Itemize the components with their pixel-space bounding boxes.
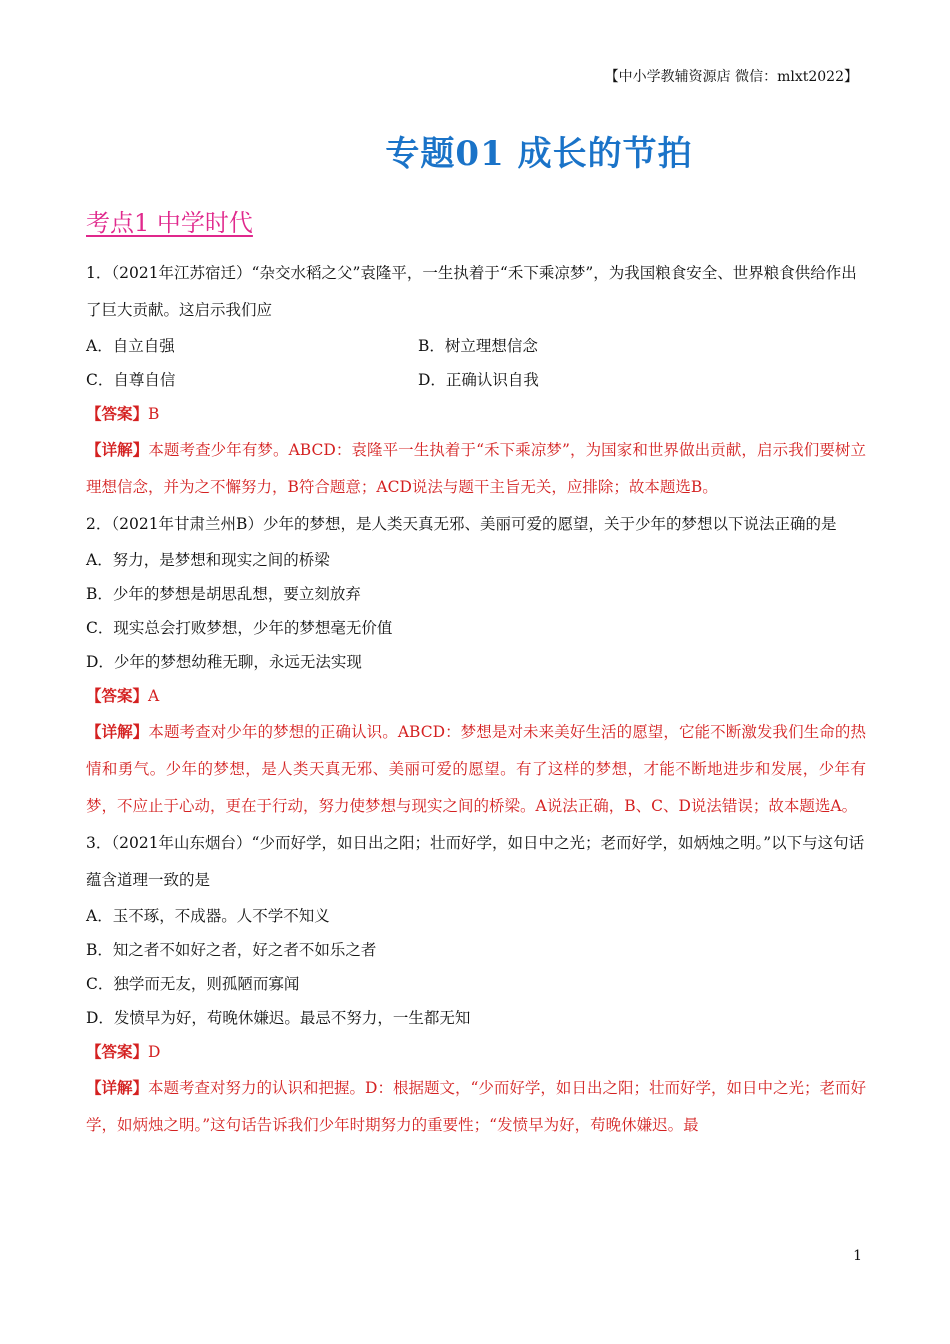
answer-value: D <box>148 1043 161 1061</box>
question-1 <box>86 255 866 506</box>
page-number: 1 <box>853 1248 862 1264</box>
answer-label: 【答案】 <box>86 404 149 423</box>
detail-explanation <box>86 1069 866 1144</box>
question-stem: 2．（2021年甘肃兰州B）少年的梦想，是人类天真无邪、美丽可爱的愿望，关于少年的梦想以下说法正确的是 <box>86 515 837 533</box>
options-row <box>86 363 866 397</box>
page-title: 专题01 成长的节拍 <box>385 134 693 174</box>
option-b: B．树立理想信念 <box>418 337 538 355</box>
detail-label: 【详解】 <box>86 440 149 459</box>
section-heading: 考点1 中学时代 <box>86 209 253 237</box>
detail-label: 【详解】 <box>86 722 149 741</box>
option-b: B．知之者不如好之者，好之者不如乐之者 <box>86 941 377 959</box>
option-c: C．独学而无友，则孤陋而寡闻 <box>86 975 300 993</box>
option-a: A．自立自强 <box>86 337 175 355</box>
answer-value: B <box>148 405 160 423</box>
option-b: B．少年的梦想是胡思乱想，要立刻放弃 <box>86 585 361 603</box>
answer-value: A <box>148 687 160 705</box>
option-d: D．正确认识自我 <box>418 371 539 389</box>
question-stem: 1．（2021年江苏宿迁）“杂交水稻之父”袁隆平，一生执着于“禾下乘凉梦”，为我国粮食安全、世界粮食供给作出了巨大贡献。这启示我们应 <box>86 264 857 319</box>
header-note: 【中小学教辅资源店 微信：mlxt2022】 <box>604 69 858 85</box>
question-stem: 3．（2021年山东烟台）“少而好学，如日出之阳；壮而好学，如日中之光；老而好学，如炳烛之明。”以下与这句话蕴含道理一致的是 <box>86 834 865 889</box>
detail-text: 本题考查少年有梦。ABCD：袁隆平一生执着于“禾下乘凉梦”，为国家和世界做出贡献，启示我们要树立理想信念，并为之不懈努力，B符合题意；ACD说法与题干主旨无关，应排除；故本题选B。 <box>86 441 866 496</box>
option-c: C．现实总会打败梦想，少年的梦想毫无价值 <box>86 619 393 637</box>
detail-text: 本题考查对努力的认识和把握。D：根据题文，“少而好学，如日出之阳；壮而好学，如日中之光；老而好学，如炳烛之明。”这句话告诉我们少年时期努力的重要性；“发愤早为好，苟晚休嫌迟。最 <box>86 1079 866 1134</box>
option-d: D．发愤早为好，苟晚休嫌迟。最忌不努力，一生都无知 <box>86 1009 471 1027</box>
option-a: A．玉不琢，不成器。人不学不知义 <box>86 907 330 925</box>
option-a: A．努力，是梦想和现实之间的桥梁 <box>86 551 330 569</box>
detail-explanation <box>86 431 866 506</box>
options-row <box>86 329 866 363</box>
detail-text: 本题考查对少年的梦想的正确认识。ABCD：梦想是对未来美好生活的愿望，它能不断激发我们生命的热情和勇气。少年的梦想，是人类天真无邪、美丽可爱的愿望。有了这样的梦想，才能不断地进步和发展，少年有梦，不应止于心动，更在于行动，努力使梦想与现实之间的桥梁。A说法正确，B、C、D说法错误；故本题选A。 <box>86 723 866 815</box>
answer-line <box>86 397 866 431</box>
question-3 <box>86 825 866 1144</box>
answer-label: 【答案】 <box>86 686 149 705</box>
question-2 <box>86 506 866 825</box>
option-d: D．少年的梦想幼稚无聊，永远无法实现 <box>86 653 362 671</box>
question-list <box>86 255 866 1144</box>
option-c: C．自尊自信 <box>86 371 176 389</box>
detail-explanation <box>86 713 866 825</box>
detail-label: 【详解】 <box>86 1078 149 1097</box>
answer-label: 【答案】 <box>86 1042 149 1061</box>
answer-line <box>86 679 866 713</box>
answer-line <box>86 1035 866 1069</box>
